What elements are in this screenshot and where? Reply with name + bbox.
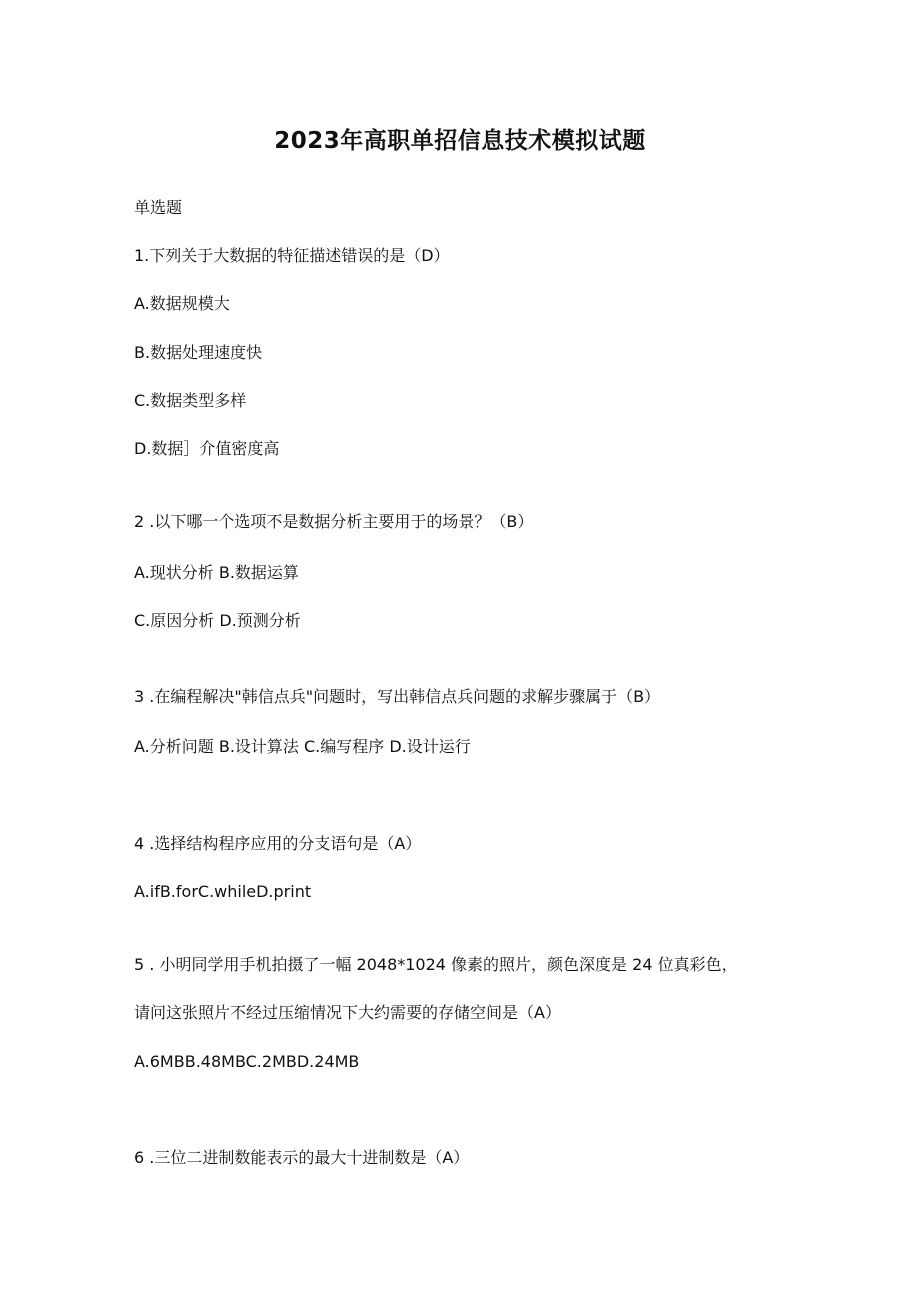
question-4-options: A.ifB.forC.whileD.print <box>134 882 312 901</box>
section-heading: 单选题 <box>134 198 183 217</box>
question-3: 3 .在编程解决"韩信点兵"问题时，写出韩信点兵问题的求解步骤属于（B） <box>134 687 661 706</box>
question-3-options: A.分析问题 B.设计算法 C.编写程序 D.设计运行 <box>134 737 471 756</box>
question-5-options: A.6MBB.48MBC.2MBD.24MB <box>134 1052 360 1071</box>
document-title: 2023年高职单招信息技术模拟试题 <box>274 128 646 154</box>
question-1-option-d: D.数据］介值密度高 <box>134 439 280 458</box>
question-6: 6 .三位二进制数能表示的最大十进制数是（A） <box>134 1148 470 1167</box>
question-4: 4 .选择结构程序应用的分支语句是（A） <box>134 834 422 853</box>
question-2-options-ab: A.现状分析 B.数据运算 <box>134 563 299 582</box>
question-1-option-a: A.数据规模大 <box>134 294 230 313</box>
question-5-line-1: 5 . 小明同学用手机拍摄了一幅 2048*1024 像素的照片，颜色深度是 24 位真彩色， <box>134 955 738 974</box>
question-1-option-b: B.数据处理速度快 <box>134 343 263 362</box>
question-1: 1.下列关于大数据的特征描述错误的是（D） <box>134 246 450 265</box>
question-2: 2 .以下哪一个选项不是数据分析主要用于的场景？（B） <box>134 512 534 531</box>
question-2-options-cd: C.原因分析 D.预测分析 <box>134 611 301 630</box>
question-5-line-2: 请问这张照片不经过压缩情况下大约需要的存储空间是（A） <box>134 1003 561 1022</box>
question-1-option-c: C.数据类型多样 <box>134 391 247 410</box>
